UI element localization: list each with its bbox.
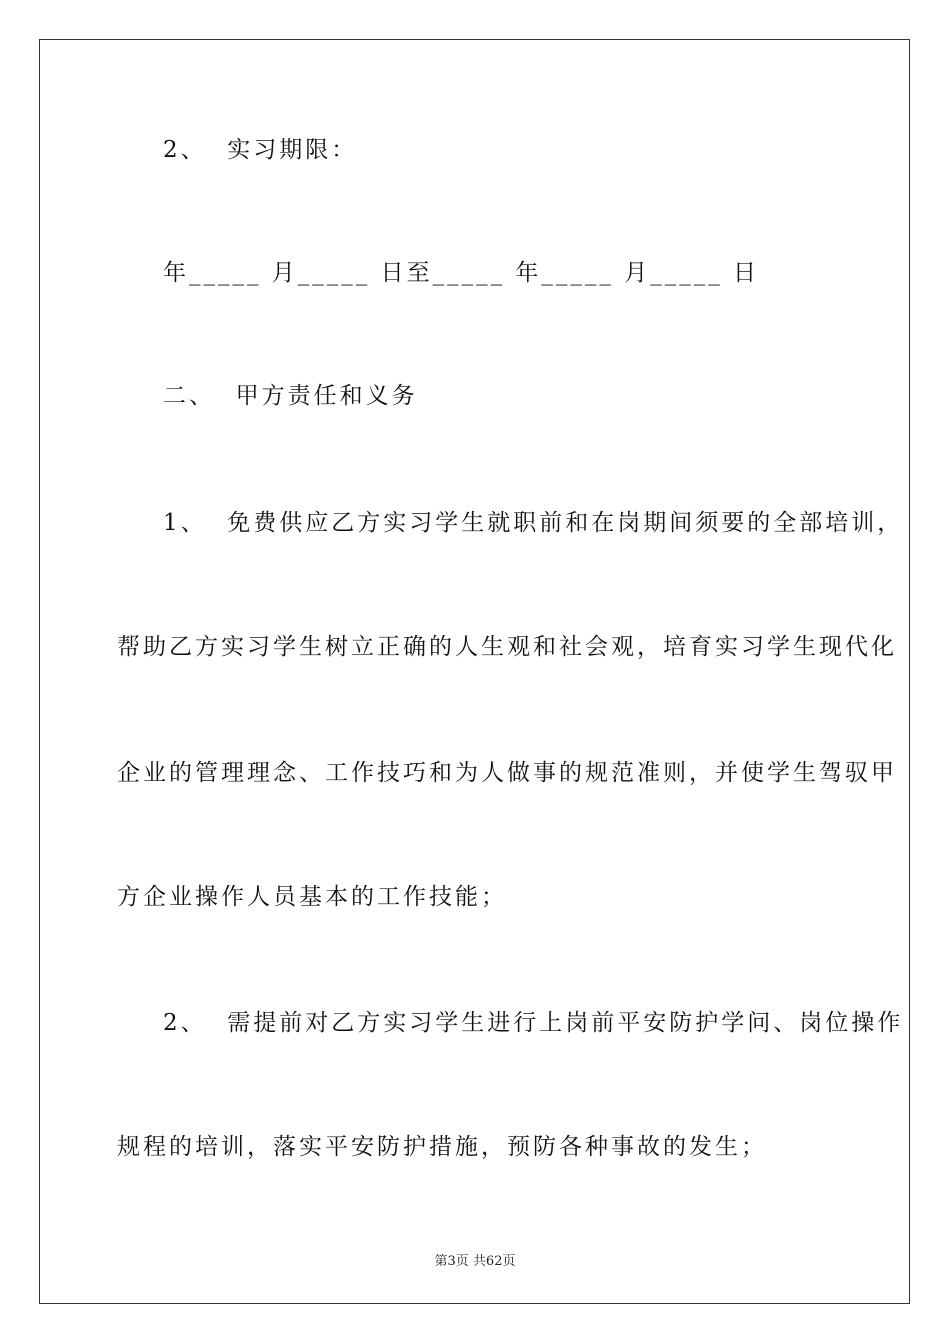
- page-border: [39, 39, 910, 1304]
- paragraph-1-line-2: 帮助乙方实习学生树立正确的人生观和社会观，培育实习学生现代化: [117, 634, 897, 660]
- page-number-footer: 第3页 共62页: [434, 1254, 516, 1269]
- section-two-heading: 二、 甲方责任和义务: [163, 383, 418, 409]
- paragraph-1-line-3: 企业的管理理念、工作技巧和为人做事的规范准则，并使学生驾驭甲: [117, 760, 897, 786]
- paragraph-1-line-4: 方企业操作人员基本的工作技能；: [117, 884, 507, 910]
- paragraph-2-line-2: 规程的培训，落实平安防护措施，预防各种事故的发生；: [117, 1134, 767, 1160]
- paragraph-2-line-1: 2、 需提前对乙方实习学生进行上岗前平安防护学问、岗位操作: [163, 1010, 904, 1036]
- paragraph-1-line-1: 1、 免费供应乙方实习学生就职前和在岗期间须要的全部培训，: [163, 510, 904, 536]
- internship-period-heading: 2、 实习期限：: [163, 137, 358, 163]
- date-range-line: 年_____ 月_____ 日至_____ 年_____ 月_____ 日: [163, 260, 760, 286]
